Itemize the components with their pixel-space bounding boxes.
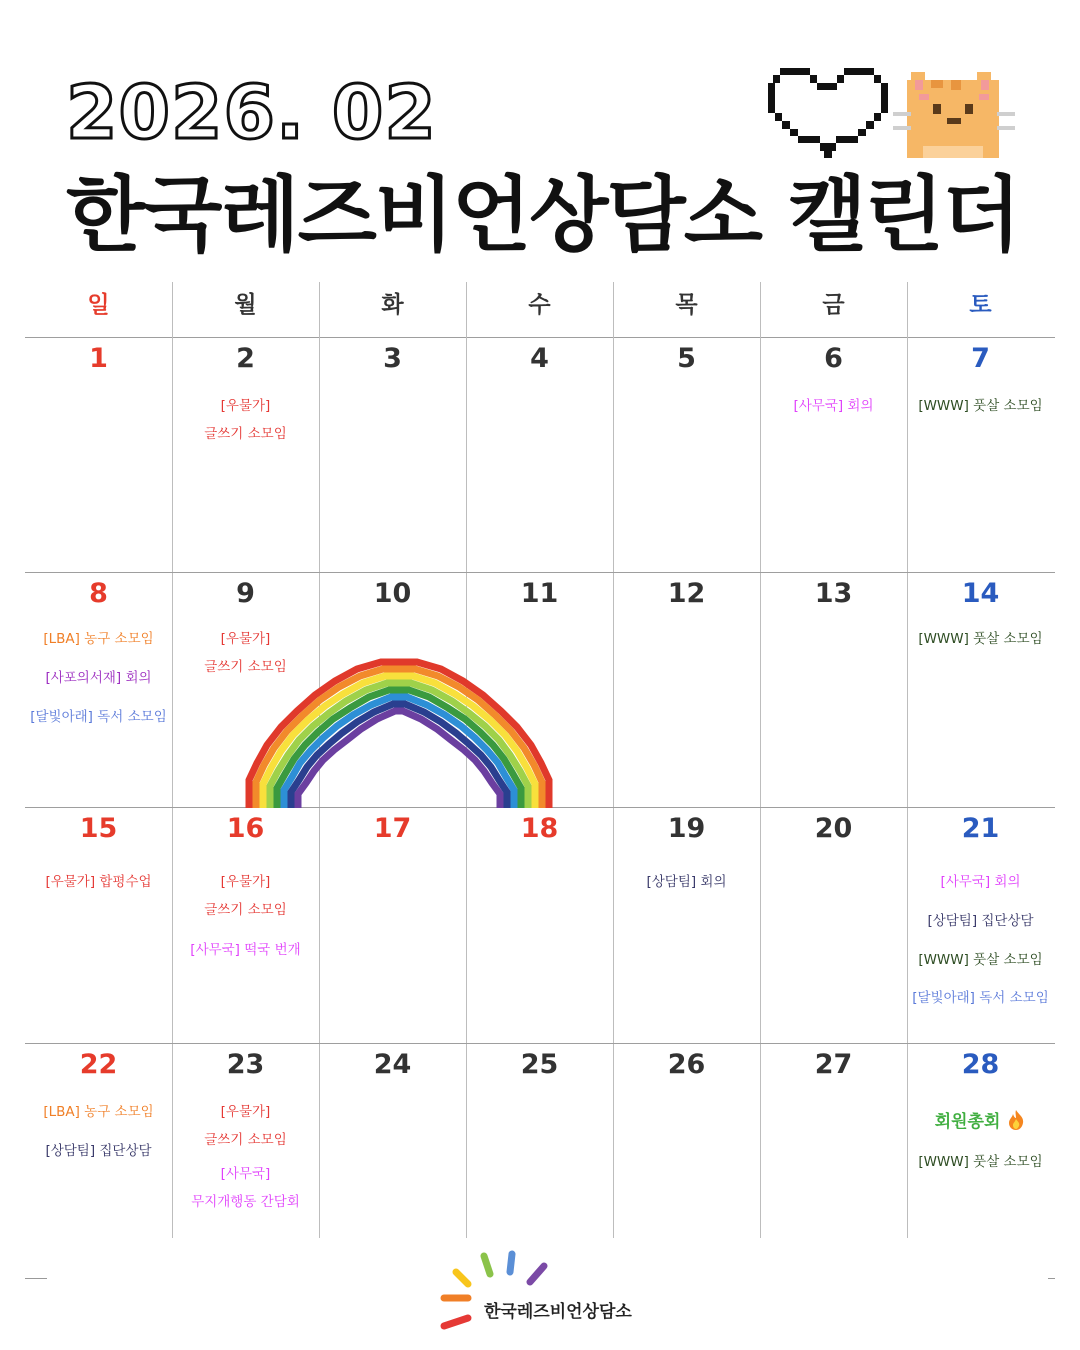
day-cell[interactable] [25, 572, 172, 807]
event-label: 글쓰기 소모임 [204, 1132, 287, 1148]
day-cell[interactable] [466, 807, 613, 1042]
fire-icon [1006, 1109, 1026, 1131]
weekday-saturday: 토 [969, 292, 992, 318]
weekday-header [25, 282, 1055, 338]
day-cell[interactable] [466, 1043, 613, 1278]
event-label: 글쓰기 소모임 [204, 902, 287, 918]
rainbow-icon [245, 655, 553, 808]
event-label: [상담팀] 집단상담 [927, 913, 1034, 929]
event-label: 글쓰기 소모임 [204, 426, 287, 442]
day-cell[interactable] [613, 337, 760, 572]
event-label: [WWW] 풋살 소모임 [918, 952, 1043, 968]
day-number: 2 [236, 343, 255, 374]
day-number: 26 [667, 1049, 706, 1080]
day-cell[interactable] [760, 1043, 907, 1278]
footer-divider [1048, 1278, 1055, 1279]
day-number: 15 [79, 813, 118, 844]
day-cell[interactable] [466, 337, 613, 572]
day-cell[interactable] [760, 572, 907, 807]
day-cell[interactable] [613, 807, 760, 1042]
event-label: [우물가] [220, 631, 271, 647]
event-label-highlight [895, 1109, 1066, 1131]
event-label: [달빛아래] 독서 소모임 [30, 709, 167, 725]
weekday-sunday: 일 [87, 292, 110, 318]
day-number: 7 [971, 343, 990, 374]
day-cell[interactable] [613, 572, 760, 807]
heart-icon [768, 68, 892, 160]
year-month: 2026. 02 [66, 70, 437, 156]
day-number: 14 [961, 578, 1000, 609]
day-number: 27 [814, 1049, 853, 1080]
day-cell[interactable] [907, 337, 1054, 572]
day-number: 18 [520, 813, 559, 844]
day-number: 4 [530, 343, 549, 374]
day-number: 17 [373, 813, 412, 844]
day-number: 11 [520, 578, 559, 609]
weekday-thursday: 목 [675, 292, 698, 318]
weekday-wednesday: 수 [528, 292, 551, 318]
event-label: 글쓰기 소모임 [204, 659, 287, 675]
event-label: [WWW] 풋살 소모임 [918, 398, 1043, 414]
event-label: [LBA] 농구 소모임 [43, 1104, 154, 1120]
day-number: 24 [373, 1049, 412, 1080]
day-number: 10 [373, 578, 412, 609]
day-cell[interactable] [172, 1043, 319, 1278]
day-number: 1 [89, 343, 108, 374]
day-cell[interactable] [907, 1043, 1054, 1278]
event-label: [우물가] [220, 1104, 271, 1120]
day-number: 6 [824, 343, 843, 374]
event-label: [우물가] [220, 398, 271, 414]
event-label: [사무국] 회의 [793, 398, 874, 414]
event-label: [상담팀] 회의 [646, 874, 727, 890]
footer-divider [25, 1278, 47, 1279]
weekday-tuesday: 화 [381, 292, 404, 318]
day-number: 16 [226, 813, 265, 844]
event-label: 무지개행동 간담회 [191, 1194, 300, 1210]
weekday-monday: 월 [234, 292, 257, 318]
event-label: [사무국] 떡국 번개 [190, 942, 301, 958]
day-number: 23 [226, 1049, 265, 1080]
day-number: 19 [667, 813, 706, 844]
day-cell[interactable] [319, 1043, 466, 1278]
event-label: [WWW] 풋살 소모임 [918, 1154, 1043, 1170]
day-cell[interactable] [172, 337, 319, 572]
day-cell[interactable] [172, 807, 319, 1042]
event-label: [사포의서재] 회의 [45, 670, 152, 686]
day-cell[interactable] [907, 807, 1054, 1042]
day-cell[interactable] [319, 807, 466, 1042]
event-title: 회원총회 [934, 1112, 1001, 1132]
day-number: 5 [677, 343, 696, 374]
day-cell[interactable] [25, 807, 172, 1042]
day-number: 25 [520, 1049, 559, 1080]
page-title: 한국레즈비언상담소 캘린더 [66, 168, 1020, 263]
event-label: [LBA] 농구 소모임 [43, 631, 154, 647]
day-cell[interactable] [319, 337, 466, 572]
event-label: [사무국] 회의 [940, 874, 1021, 890]
day-number: 22 [79, 1049, 118, 1080]
day-cell[interactable] [760, 807, 907, 1042]
day-number: 21 [961, 813, 1000, 844]
day-cell[interactable] [907, 572, 1054, 807]
day-cell[interactable] [760, 337, 907, 572]
day-number: 3 [383, 343, 402, 374]
cat-icon [893, 68, 1015, 158]
event-label: [WWW] 풋살 소모임 [918, 631, 1043, 647]
day-cell[interactable] [25, 337, 172, 572]
event-label: [상담팀] 집단상담 [45, 1143, 152, 1159]
day-number: 9 [236, 578, 255, 609]
event-label: [사무국] [220, 1166, 271, 1182]
event-label: [우물가] [220, 874, 271, 890]
day-number: 20 [814, 813, 853, 844]
event-label: [우물가] 합평수업 [45, 874, 152, 890]
day-number: 12 [667, 578, 706, 609]
weekday-friday: 금 [822, 292, 845, 318]
day-number: 8 [89, 578, 108, 609]
day-number: 13 [814, 578, 853, 609]
day-cell[interactable] [613, 1043, 760, 1278]
day-cell[interactable] [25, 1043, 172, 1278]
event-label: [달빛아래] 독서 소모임 [912, 990, 1049, 1006]
day-number: 28 [961, 1049, 1000, 1080]
org-name: 한국레즈비언상담소 [484, 1302, 632, 1322]
